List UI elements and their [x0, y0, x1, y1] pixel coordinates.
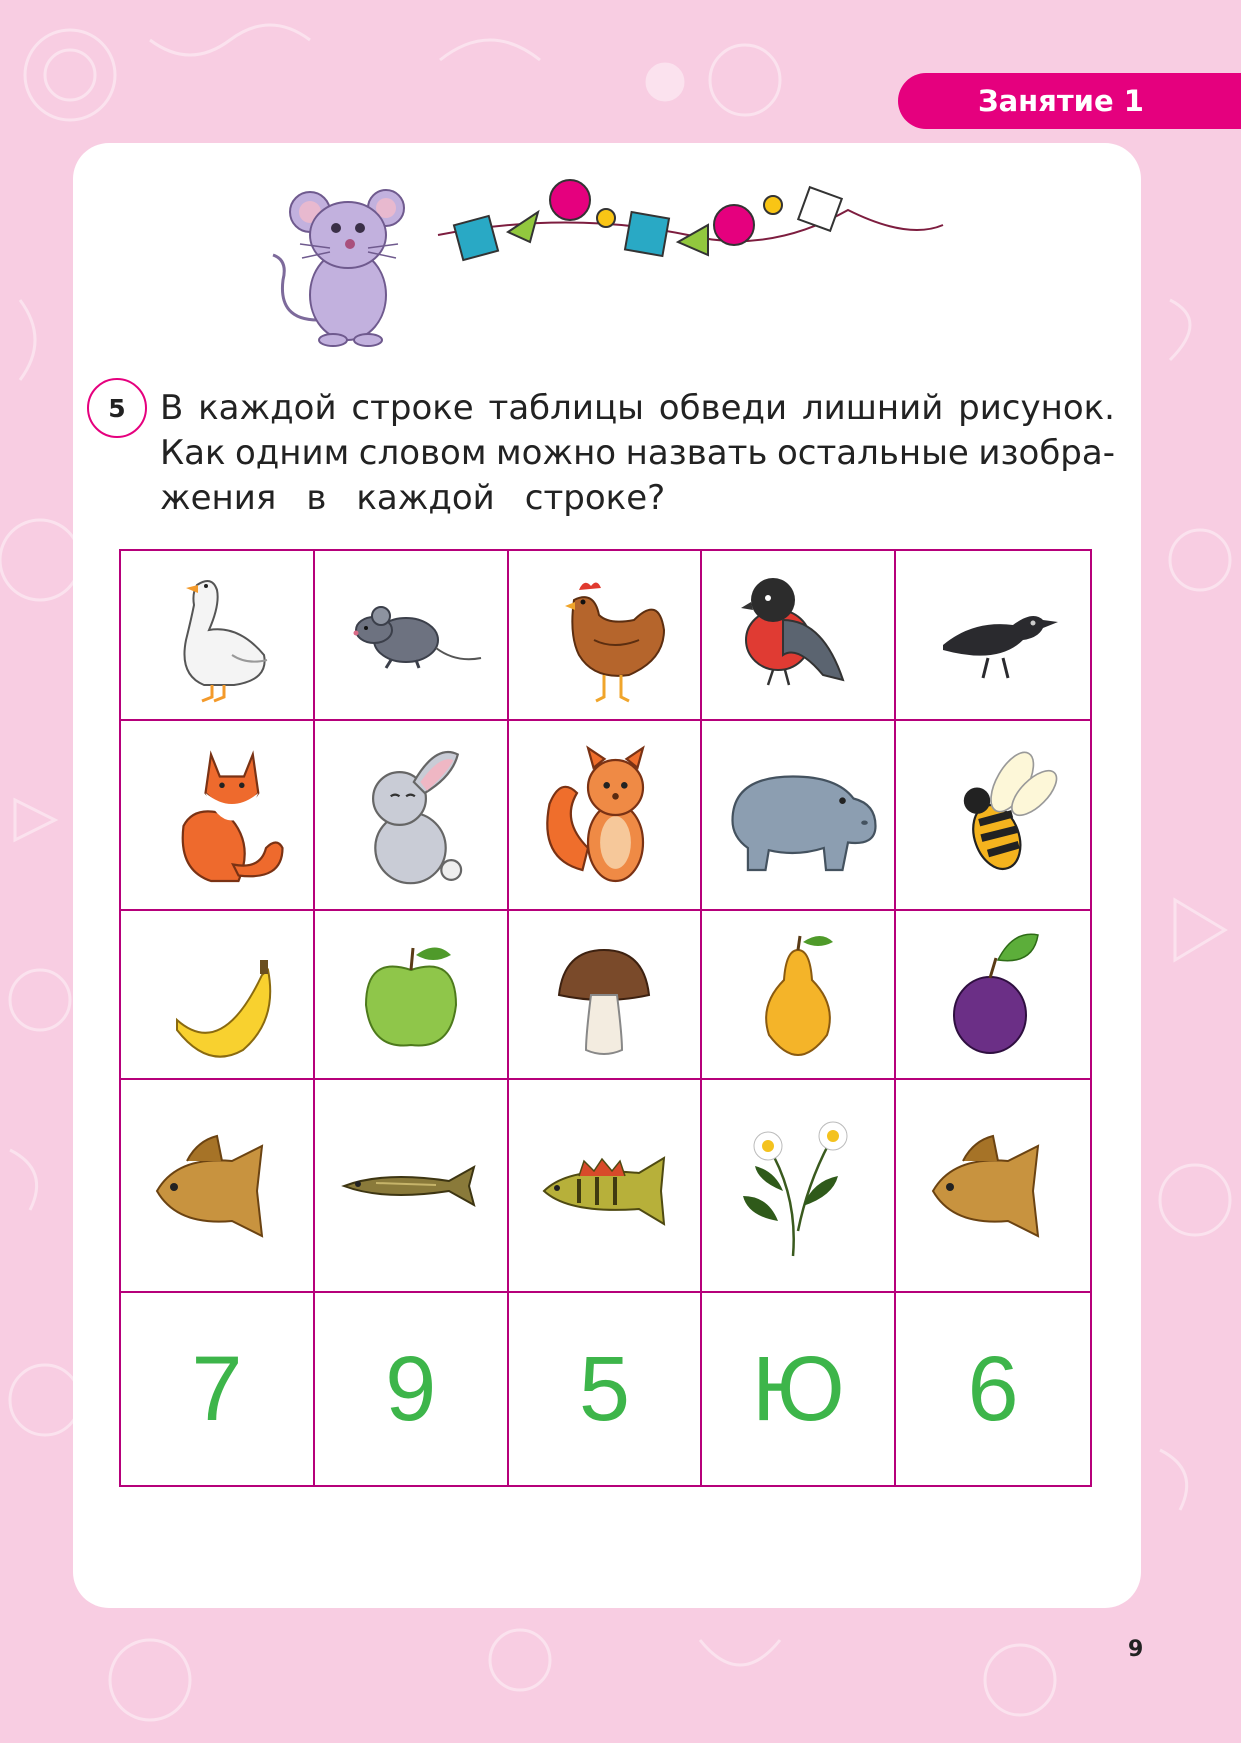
- perch-icon: [529, 1111, 679, 1261]
- task-word: одним: [235, 433, 350, 473]
- task-word: таблицы: [488, 388, 644, 428]
- apple-icon: [336, 920, 486, 1070]
- table-cell[interactable]: [702, 1080, 896, 1293]
- plum-icon: [918, 920, 1068, 1070]
- task-line-2: [160, 431, 1115, 476]
- table-cell[interactable]: [315, 911, 509, 1080]
- task-word: обведи: [658, 388, 788, 428]
- picture-table: [119, 549, 1092, 1487]
- table-cell[interactable]: [121, 551, 315, 721]
- task-word: рисунок.: [958, 388, 1115, 428]
- task-word: Как: [160, 433, 226, 473]
- chamomile-icon: [723, 1111, 873, 1261]
- fox-icon: [134, 730, 299, 900]
- page-number: 9: [1128, 1637, 1144, 1662]
- carp-icon: [142, 1111, 292, 1261]
- hare-icon: [328, 730, 493, 900]
- task-line-3: [160, 476, 1115, 521]
- table-cell[interactable]: [509, 1080, 703, 1293]
- hippo-icon: [716, 730, 881, 900]
- mouse-beads-illustration: [268, 170, 958, 350]
- table-cell[interactable]: [702, 551, 896, 721]
- banana-icon: [142, 920, 292, 1070]
- task-instructions: [160, 386, 1115, 521]
- bullfinch-icon: [723, 560, 873, 710]
- carp-icon: [918, 1111, 1068, 1261]
- task-word: изобра-: [978, 433, 1115, 473]
- task-word: словом: [358, 433, 487, 473]
- task-word: каждой: [198, 388, 337, 428]
- table-cell[interactable]: [121, 721, 315, 911]
- answer-label: 9: [385, 1337, 437, 1440]
- hen-icon: [529, 560, 679, 710]
- answer-cell: [702, 1293, 896, 1485]
- pear-icon: [723, 920, 873, 1070]
- task-word: назвать: [625, 433, 768, 473]
- table-cell[interactable]: [315, 1080, 509, 1293]
- table-cell[interactable]: [509, 551, 703, 721]
- task-word: остальные: [776, 433, 969, 473]
- table-cell[interactable]: [896, 721, 1090, 911]
- mouse-icon: [336, 560, 486, 710]
- table-cell[interactable]: [315, 721, 509, 911]
- table-cell[interactable]: [121, 911, 315, 1080]
- table-cell[interactable]: [315, 551, 509, 721]
- answer-cell: [121, 1293, 315, 1485]
- answer-cell: [896, 1293, 1090, 1485]
- task-line-1: [160, 386, 1115, 431]
- table-cell[interactable]: [509, 911, 703, 1080]
- table-cell[interactable]: [896, 911, 1090, 1080]
- answer-cell: [509, 1293, 703, 1485]
- crow-icon: [918, 560, 1068, 710]
- squirrel-icon: [522, 730, 687, 900]
- table-cell[interactable]: [121, 1080, 315, 1293]
- task-word: строке: [351, 388, 474, 428]
- mouse-icon: [273, 190, 404, 346]
- task-word: в: [306, 478, 327, 518]
- answer-label: 5: [578, 1337, 631, 1440]
- answer-label: 6: [967, 1337, 1019, 1440]
- task-word: строке?: [524, 478, 666, 518]
- goose-icon: [142, 560, 292, 710]
- pike-icon: [336, 1111, 486, 1261]
- table-cell[interactable]: [896, 1080, 1090, 1293]
- task-word: можно: [495, 433, 617, 473]
- task-word: лишний: [801, 388, 944, 428]
- answer-cell: [315, 1293, 509, 1485]
- answer-label: Ю: [751, 1337, 845, 1440]
- bead-sequence: [454, 180, 842, 260]
- task-number-badge: 5: [87, 378, 147, 438]
- table-cell[interactable]: [702, 911, 896, 1080]
- table-cell[interactable]: [509, 721, 703, 911]
- table-cell[interactable]: [702, 721, 896, 911]
- answer-label: 7: [191, 1337, 243, 1440]
- lesson-tab: Занятие 1: [898, 73, 1241, 129]
- task-word: жения: [160, 478, 277, 518]
- bee-icon: [911, 730, 1076, 900]
- task-word: каждой: [356, 478, 495, 518]
- table-cell[interactable]: [896, 551, 1090, 721]
- task-word: В: [160, 388, 184, 428]
- mushroom-icon: [529, 920, 679, 1070]
